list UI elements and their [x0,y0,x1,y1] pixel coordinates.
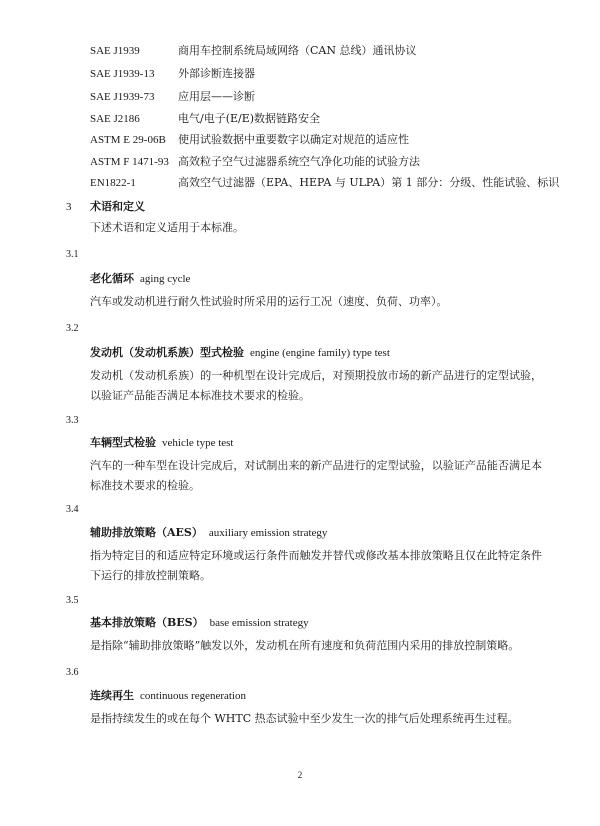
section-title: 术语和定义 [90,200,145,213]
reference-code: SAE J2186 [90,113,140,125]
page-number: 2 [297,770,303,780]
term-number: 3.5 [66,595,79,606]
term-definition: 汽车的一种车型在设计完成后，对试制出来的新产品进行的定型试验，以验证产品能否满足本标准技术要求的检验。 [90,459,542,492]
reference-code: SAE J1939-13 [90,68,155,80]
term-number: 3.1 [66,249,79,260]
reference-title: 使用试验数据中重要数字以确定对规范的适应性 [178,133,409,146]
term-chinese: 发动机（发动机系族）型式检验 [90,346,244,359]
term-english: aging cycle [140,273,191,285]
term-heading [90,436,233,450]
reference-item [90,67,255,81]
term-chinese: 连续再生 [90,689,134,702]
reference-item [90,155,420,169]
term-chinese: 老化循环 [90,272,134,285]
term-chinese: 基本排放策略（BES） [90,616,204,629]
term-definition: 汽车或发动机进行耐久性试验时所采用的运行工况（速度、负荷、功率）。 [90,295,448,308]
term-chinese: 辅助排放策略（AES） [90,526,203,539]
reference-code: ASTM E 29-06B [90,134,166,146]
reference-title: 商用车控制系统局域网络（CAN 总线）通讯协议 [178,44,417,57]
term-english: auxiliary emission strategy [208,527,328,539]
term-number: 3.3 [66,415,79,426]
term-english: continuous regeneration [140,690,246,702]
reference-item [90,176,559,190]
term-heading [90,689,246,703]
reference-code: SAE J1939 [90,45,140,57]
term-number: 3.2 [66,323,79,334]
reference-code: EN1822-1 [90,177,136,189]
term-number: 3.6 [66,667,79,678]
reference-title: 应用层——诊断 [178,90,255,103]
reference-title: 高效粒子空气过滤器系统空气净化功能的试验方法 [178,155,420,168]
term-definition: 是指持续发生的或在每个 WHTC 热态试验中至少发生一次的排气后处理系统再生过程。 [90,712,519,725]
term-heading [90,526,327,540]
reference-title: 外部诊断连接器 [178,67,255,80]
section-heading [66,200,145,214]
reference-code: SAE J1939-73 [90,91,155,103]
reference-code: ASTM F 1471-93 [90,156,169,168]
term-english: base emission strategy [209,617,309,629]
section-number: 3 [66,201,72,213]
term-english: engine (engine family) type test [250,347,390,359]
section-intro: 下述术语和定义适用于本标准。 [90,221,244,234]
reference-item [90,90,255,104]
term-heading [90,272,190,286]
term-english: vehicle type test [162,437,234,449]
term-heading [90,616,309,630]
term-chinese: 车辆型式检验 [90,436,156,449]
term-heading [90,346,390,360]
term-number: 3.4 [66,504,79,515]
term-definition: 指为特定目的和适应特定环境或运行条件而触发并替代或修改基本排放策略且仅在此特定条件下运行的排放控制策略。 [90,549,542,582]
reference-item [90,133,409,147]
term-definition: 发动机（发动机系族）的一种机型在设计完成后，对预期投放市场的新产品进行的定型试验，以验证产品能否满足本标准技术要求的检验。 [90,369,542,402]
reference-title: 电气/电子(E/E)数据链路安全 [178,112,321,125]
reference-item [90,112,320,126]
reference-item [90,44,416,58]
term-definition: 是指除“辅助排放策略”触发以外，发动机在所有速度和负荷范围内采用的排放控制策略。 [90,639,520,652]
reference-title: 高效空气过滤器（EPA、HEPA 与 ULPA）第 1 部分：分级、性能试验、标识 [178,176,560,189]
